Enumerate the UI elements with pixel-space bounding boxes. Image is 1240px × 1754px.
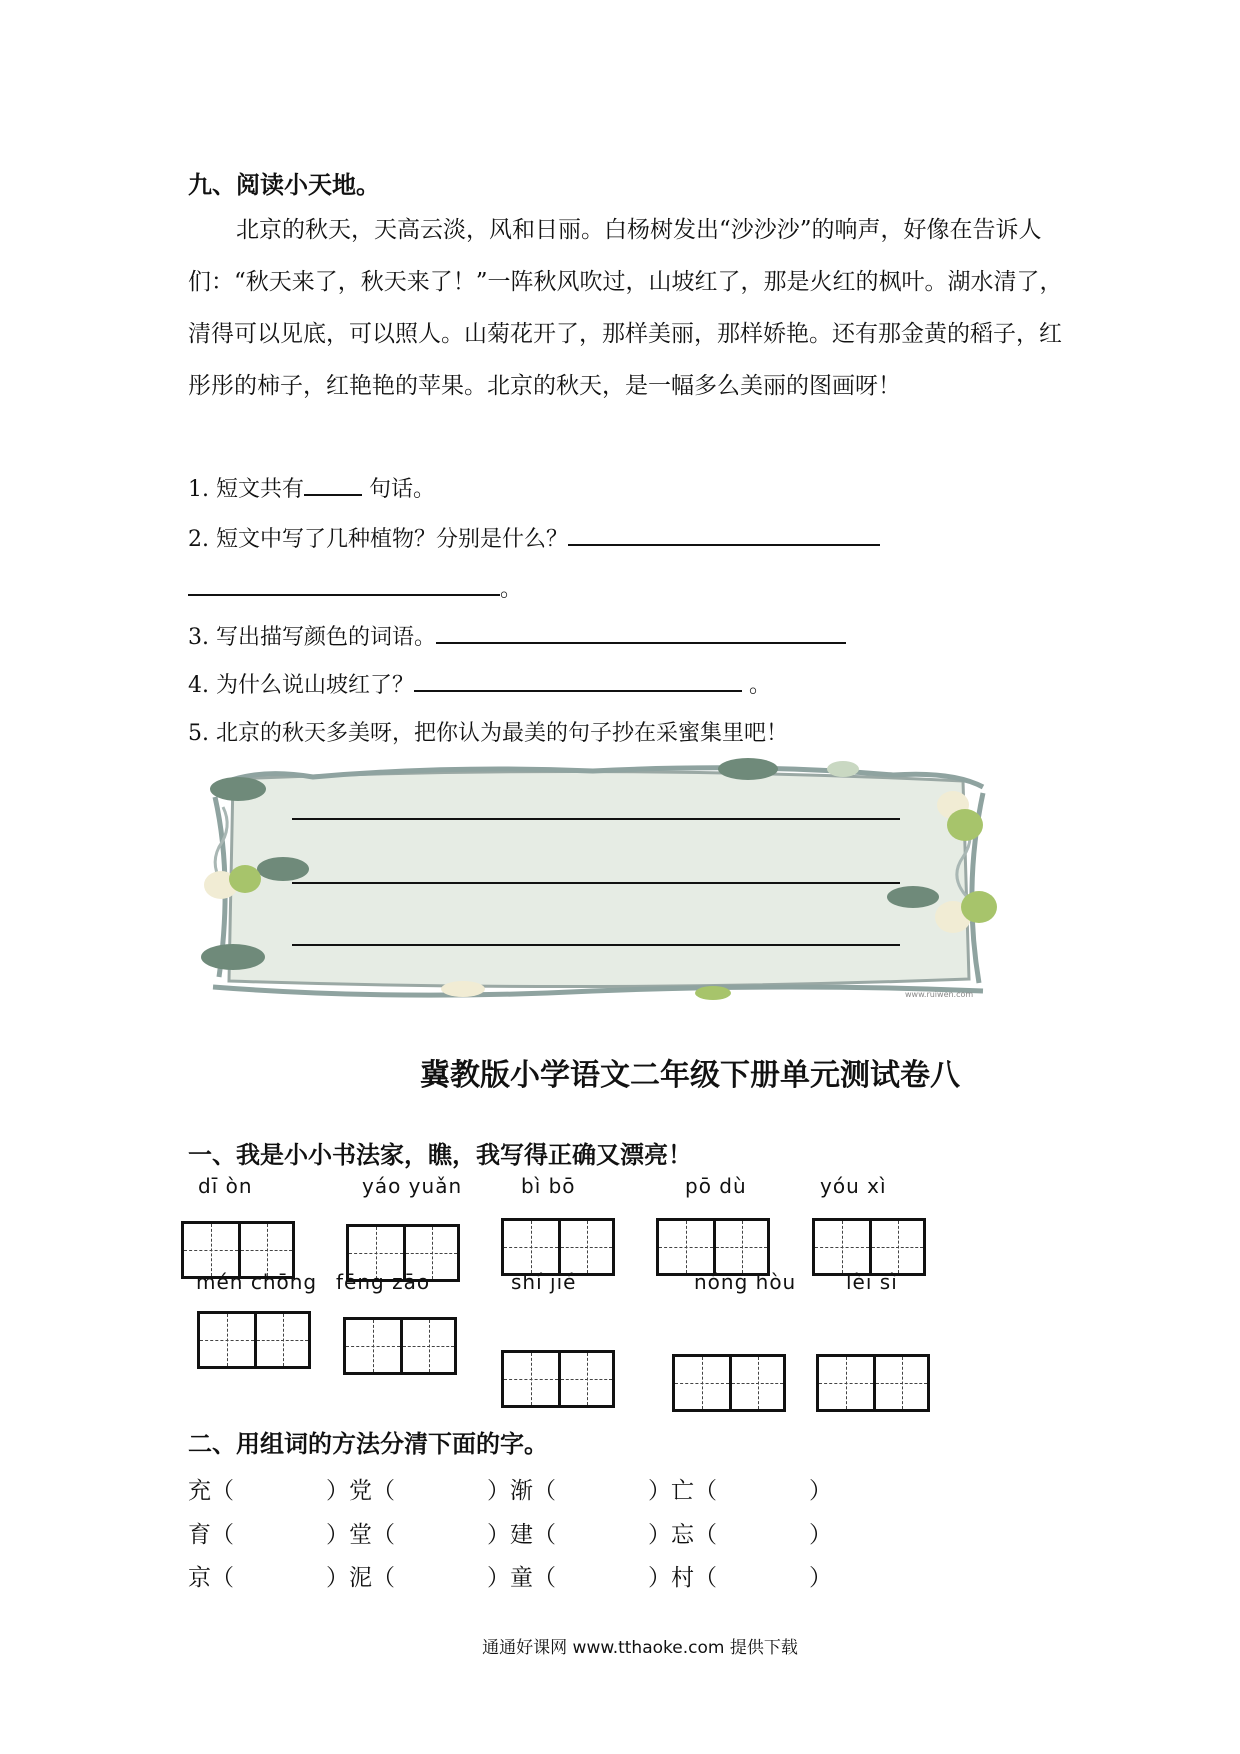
question-1-text: 1. 短文共有 (188, 477, 304, 502)
answer-blank[interactable] (568, 522, 880, 546)
question-3-text: 3. 写出描写颜色的词语。 (188, 625, 436, 650)
pinyin-label: lèi sì (846, 1270, 898, 1294)
char-cell: ）村（ (648, 1565, 717, 1591)
word-formation-row (188, 1559, 832, 1592)
document-title: 冀教版小学语文二年级下册单元测试卷八 (420, 1058, 960, 1093)
question-2-tail: 。 (500, 577, 523, 602)
pinyin-label: shí jié (511, 1270, 577, 1294)
writing-line[interactable] (292, 944, 900, 946)
section2-title: 二、用组词的方法分清下面的字。 (188, 1430, 548, 1458)
char-cell: ）忘（ (648, 1522, 717, 1548)
writing-grid[interactable] (672, 1354, 786, 1412)
section9-title: 九、阅读小天地。 (188, 171, 380, 199)
question-1-tail: 句话。 (361, 477, 435, 502)
vine-frame-illustration (193, 757, 999, 1002)
writing-line[interactable] (292, 818, 900, 820)
char-cell: ） (809, 1522, 832, 1548)
char-cell: 京（ (188, 1565, 234, 1591)
question-4-tail: 。 (741, 673, 771, 698)
writing-grid[interactable] (501, 1350, 615, 1408)
honey-collection-frame (193, 757, 999, 1002)
pinyin-label: bì bō (521, 1174, 576, 1198)
writing-grid[interactable] (816, 1354, 930, 1412)
pinyin-label: yóu xì (820, 1174, 887, 1198)
question-3 (188, 620, 846, 651)
answer-blank[interactable] (304, 472, 362, 496)
question-1 (188, 472, 435, 503)
answer-blank[interactable] (188, 572, 500, 596)
writing-grid[interactable] (343, 1317, 457, 1375)
word-formation-row (188, 1516, 832, 1549)
char-cell: 育（ (188, 1522, 234, 1548)
section1-title: 一、我是小小书法家，瞧，我写得正确又漂亮！ (188, 1141, 692, 1169)
writing-grid[interactable] (501, 1218, 615, 1276)
char-cell: ）渐（ (487, 1478, 556, 1504)
writing-line[interactable] (292, 882, 900, 884)
char-cell: ）堂（ (326, 1522, 395, 1548)
answer-blank[interactable] (414, 668, 742, 692)
reading-passage: 北京的秋天，天高云淡，风和日丽。白杨树发出“沙沙沙”的响声，好像在告诉人们：“秋天来了，秋天来了！”一阵秋风吹过，山坡红了，那是火红的枫叶。湖水清了，清得可以见底，可以照人。山菊花开了，那样美丽，那样娇艳。还有那金黄的稻子，红彤彤的柿子，红艳艳的苹果。北京的秋天，是一幅多么美丽的图画呀！ (188, 217, 1063, 399)
question-2-continued (188, 572, 522, 603)
pinyin-label: pō dù (685, 1174, 747, 1198)
answer-blank[interactable] (436, 620, 846, 644)
word-formation-row (188, 1472, 832, 1505)
frame-watermark: www.ruiwen.com (905, 990, 974, 999)
question-2 (188, 522, 880, 553)
char-cell: ）党（ (326, 1478, 395, 1504)
question-4-text: 4. 为什么说山坡红了？ (188, 673, 414, 698)
pinyin-label: mén chōng (196, 1270, 318, 1294)
char-cell: ） (809, 1565, 832, 1591)
pinyin-label: dī òn (198, 1174, 253, 1198)
question-4 (188, 668, 771, 699)
pinyin-label: fēng zāo (336, 1270, 431, 1294)
writing-grid[interactable] (812, 1218, 926, 1276)
question-2-text: 2. 短文中写了几种植物？分别是什么？ (188, 527, 568, 552)
char-cell: ）建（ (487, 1522, 556, 1548)
char-cell: 充（ (188, 1478, 234, 1504)
page-footer: 通通好课网 www.tthaoke.com 提供下载 (482, 1638, 798, 1658)
char-cell: ）童（ (487, 1565, 556, 1591)
char-cell: ）亡（ (648, 1478, 717, 1504)
pinyin-label: nóng hòu (694, 1270, 797, 1294)
char-cell: ） (809, 1478, 832, 1504)
question-5: 5. 北京的秋天多美呀，把你认为最美的句子抄在采蜜集里吧！ (188, 721, 788, 746)
writing-grid[interactable] (656, 1218, 770, 1276)
char-cell: ）泥（ (326, 1565, 395, 1591)
writing-grid[interactable] (197, 1311, 311, 1369)
pinyin-label: yáo yuǎn (362, 1174, 463, 1198)
